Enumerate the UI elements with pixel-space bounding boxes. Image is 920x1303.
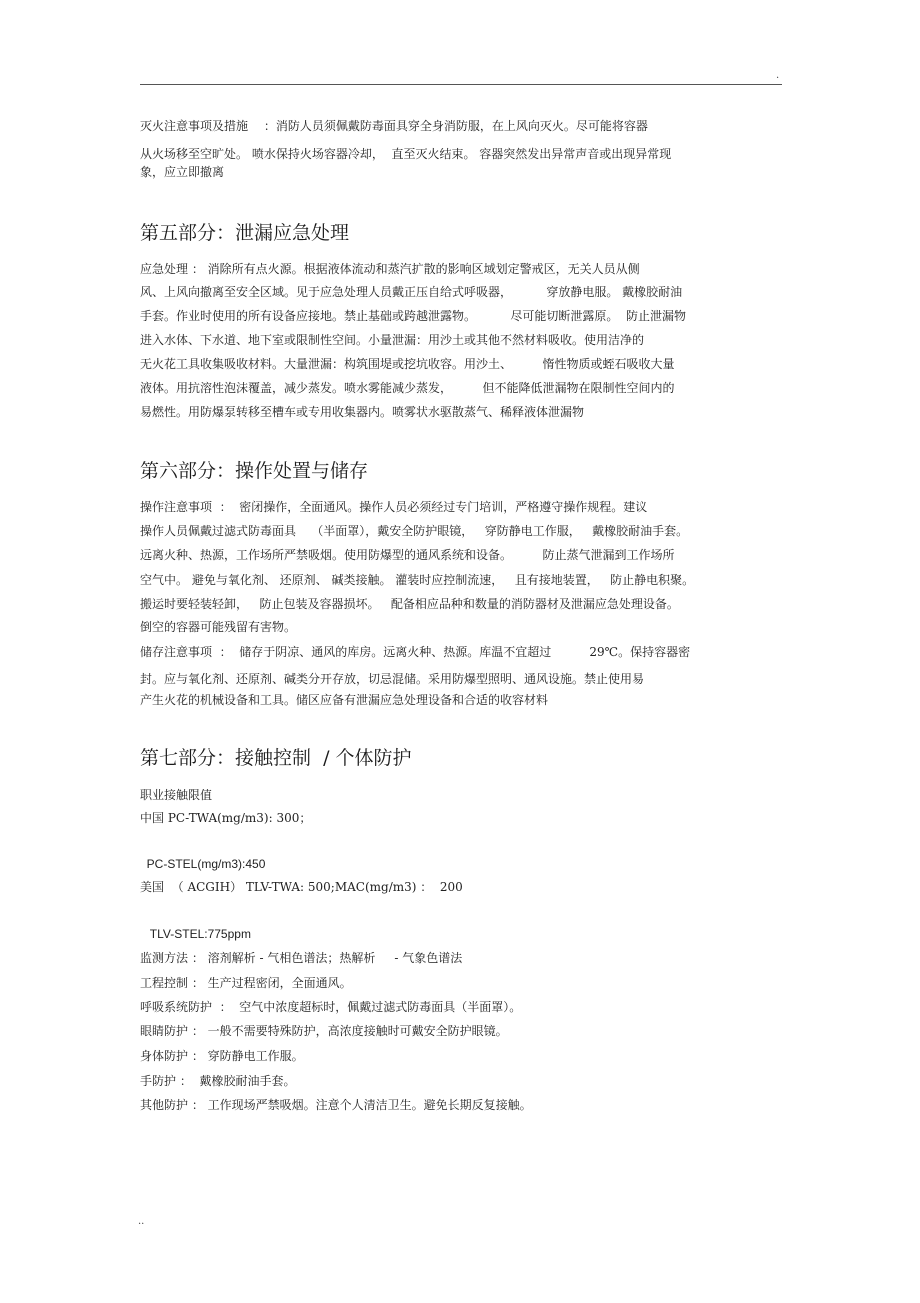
text-line: 操作人员佩戴过滤式防毒面具 （半面罩），戴安全防护眼镜， 穿防静电工作服， 戴橡胶耐油手套。 <box>140 524 689 538</box>
text-line: 储存注意事项 ： 储存于阴凉、通风的库房。远离火种、热源。库温不宜超过 29℃。保持容器密 <box>140 645 691 659</box>
text-line: 中国 PC-TWA(mg/m3): 300； <box>140 811 312 825</box>
text-line: 眼睛防护 ： 一般不需要特殊防护，高浓度接触时可戴安全防护眼镜。 <box>140 1024 508 1038</box>
text-line: 进入水体、下水道、地下室或限制性空间。小量泄漏：用沙土或其他不然材料吸收。使用洁净的 <box>140 333 645 347</box>
text-line: 手防护 ： 戴橡胶耐油手套。 <box>140 1074 296 1088</box>
text-line: 美国 （ ACGIH） TLV-TWA: 500;MAC(mg/m3) ： 200 <box>140 880 463 894</box>
text-line: 远离火种、热源，工作场所严禁吸烟。使用防爆型的通风系统和设备。 防止蒸气泄漏到工作场所 <box>140 548 675 562</box>
text-line: PC-STEL(mg/m3):450 <box>140 857 266 871</box>
header-rule <box>140 84 782 85</box>
text-line: 风、上风向撤离至安全区域。见于应急处理人员戴正压自给式呼吸器， 穿放静电服。 戴橡胶耐油 <box>140 285 683 299</box>
text-line: 监测方法 ： 溶剂解析 - 气相色谱法；热解析 - 气象色谱法 <box>140 951 463 965</box>
text-line: 应急处理 ： 消除所有点火源。根据液体流动和蒸汽扩散的影响区域划定警戒区，无关人员从侧 <box>140 262 640 276</box>
text-line: 其他防护 ： 工作现场严禁吸烟。注意个人清洁卫生。避免长期反复接触。 <box>140 1098 532 1112</box>
text-line: 搬运时要轻装轻卸， 防止包装及容器损坏。 配备相应品种和数量的消防器材及泄漏应急处理设备。 <box>140 597 679 611</box>
text-line: 易燃性。用防爆泵转移至槽车或专用收集器内。喷雾状水驱散蒸气、稀释液体泄漏物 <box>140 405 585 419</box>
footer-mark: .. <box>138 1216 145 1227</box>
section-heading-6: 第六部分：操作处置与储存 <box>140 460 369 482</box>
text-line: 倒空的容器可能残留有害物。 <box>140 620 297 634</box>
section-heading-7: 第七部分：接触控制 / 个体防护 <box>140 747 412 769</box>
text-line: 工程控制 ： 生产过程密闭，全面通风。 <box>140 976 352 990</box>
text-line: 操作注意事项 ： 密闭操作，全面通风。操作人员必须经过专门培训，严格遵守操作规程。建议 <box>140 500 648 514</box>
text-line: 灭火注意事项及措施 ：消防人员须佩戴防毒面具穿全身消防服，在上风向灭火。尽可能将容器 <box>140 119 648 133</box>
text-line: 产生火花的机械设备和工具。储区应备有泄漏应急处理设备和合适的收容材料 <box>140 693 549 707</box>
text-line: 象，应立即撤离 <box>140 165 225 179</box>
text-line: 手套。作业时使用的所有设备应接地。禁止基础或跨越泄露物。 尽可能切断泄露原。 防止泄漏物 <box>140 309 686 323</box>
text-line: 液体。用抗溶性泡沫覆盖，减少蒸发。喷水雾能减少蒸发， 但不能降低泄漏物在限制性空间内的 <box>140 381 675 395</box>
text-line: 空气中。 避免与氧化剂、 还原剂、 碱类接触。 灌装时应控制流速， 且有接地装置， 防止静电积聚。 <box>140 573 695 587</box>
text-line: 身体防护 ： 穿防静电工作服。 <box>140 1049 304 1063</box>
text-line: 无火花工具收集吸收材料。大量泄漏：构筑围堤或挖坑收容。用沙土、 惰性物质或蛭石吸收大量 <box>140 357 675 371</box>
header-mark: . <box>776 70 780 81</box>
text-line: TLV-STEL:775ppm <box>140 927 251 941</box>
text-line: 从火场移至空旷处。 喷水保持火场容器冷却， 直至灭火结束。 容器突然发出异常声音或出现异常现 <box>140 147 672 161</box>
text-line: 呼吸系统防护 ： 空气中浓度超标时，佩戴过滤式防毒面具（半面罩）。 <box>140 1000 522 1014</box>
text-line: 职业接触限值 <box>140 788 213 802</box>
section-heading-5: 第五部分：泄漏应急处理 <box>140 222 350 244</box>
text-line: 封。应与氧化剂、还原剂、碱类分开存放，切忌混储。采用防爆型照明、通风设施。禁止使用易 <box>140 672 645 686</box>
